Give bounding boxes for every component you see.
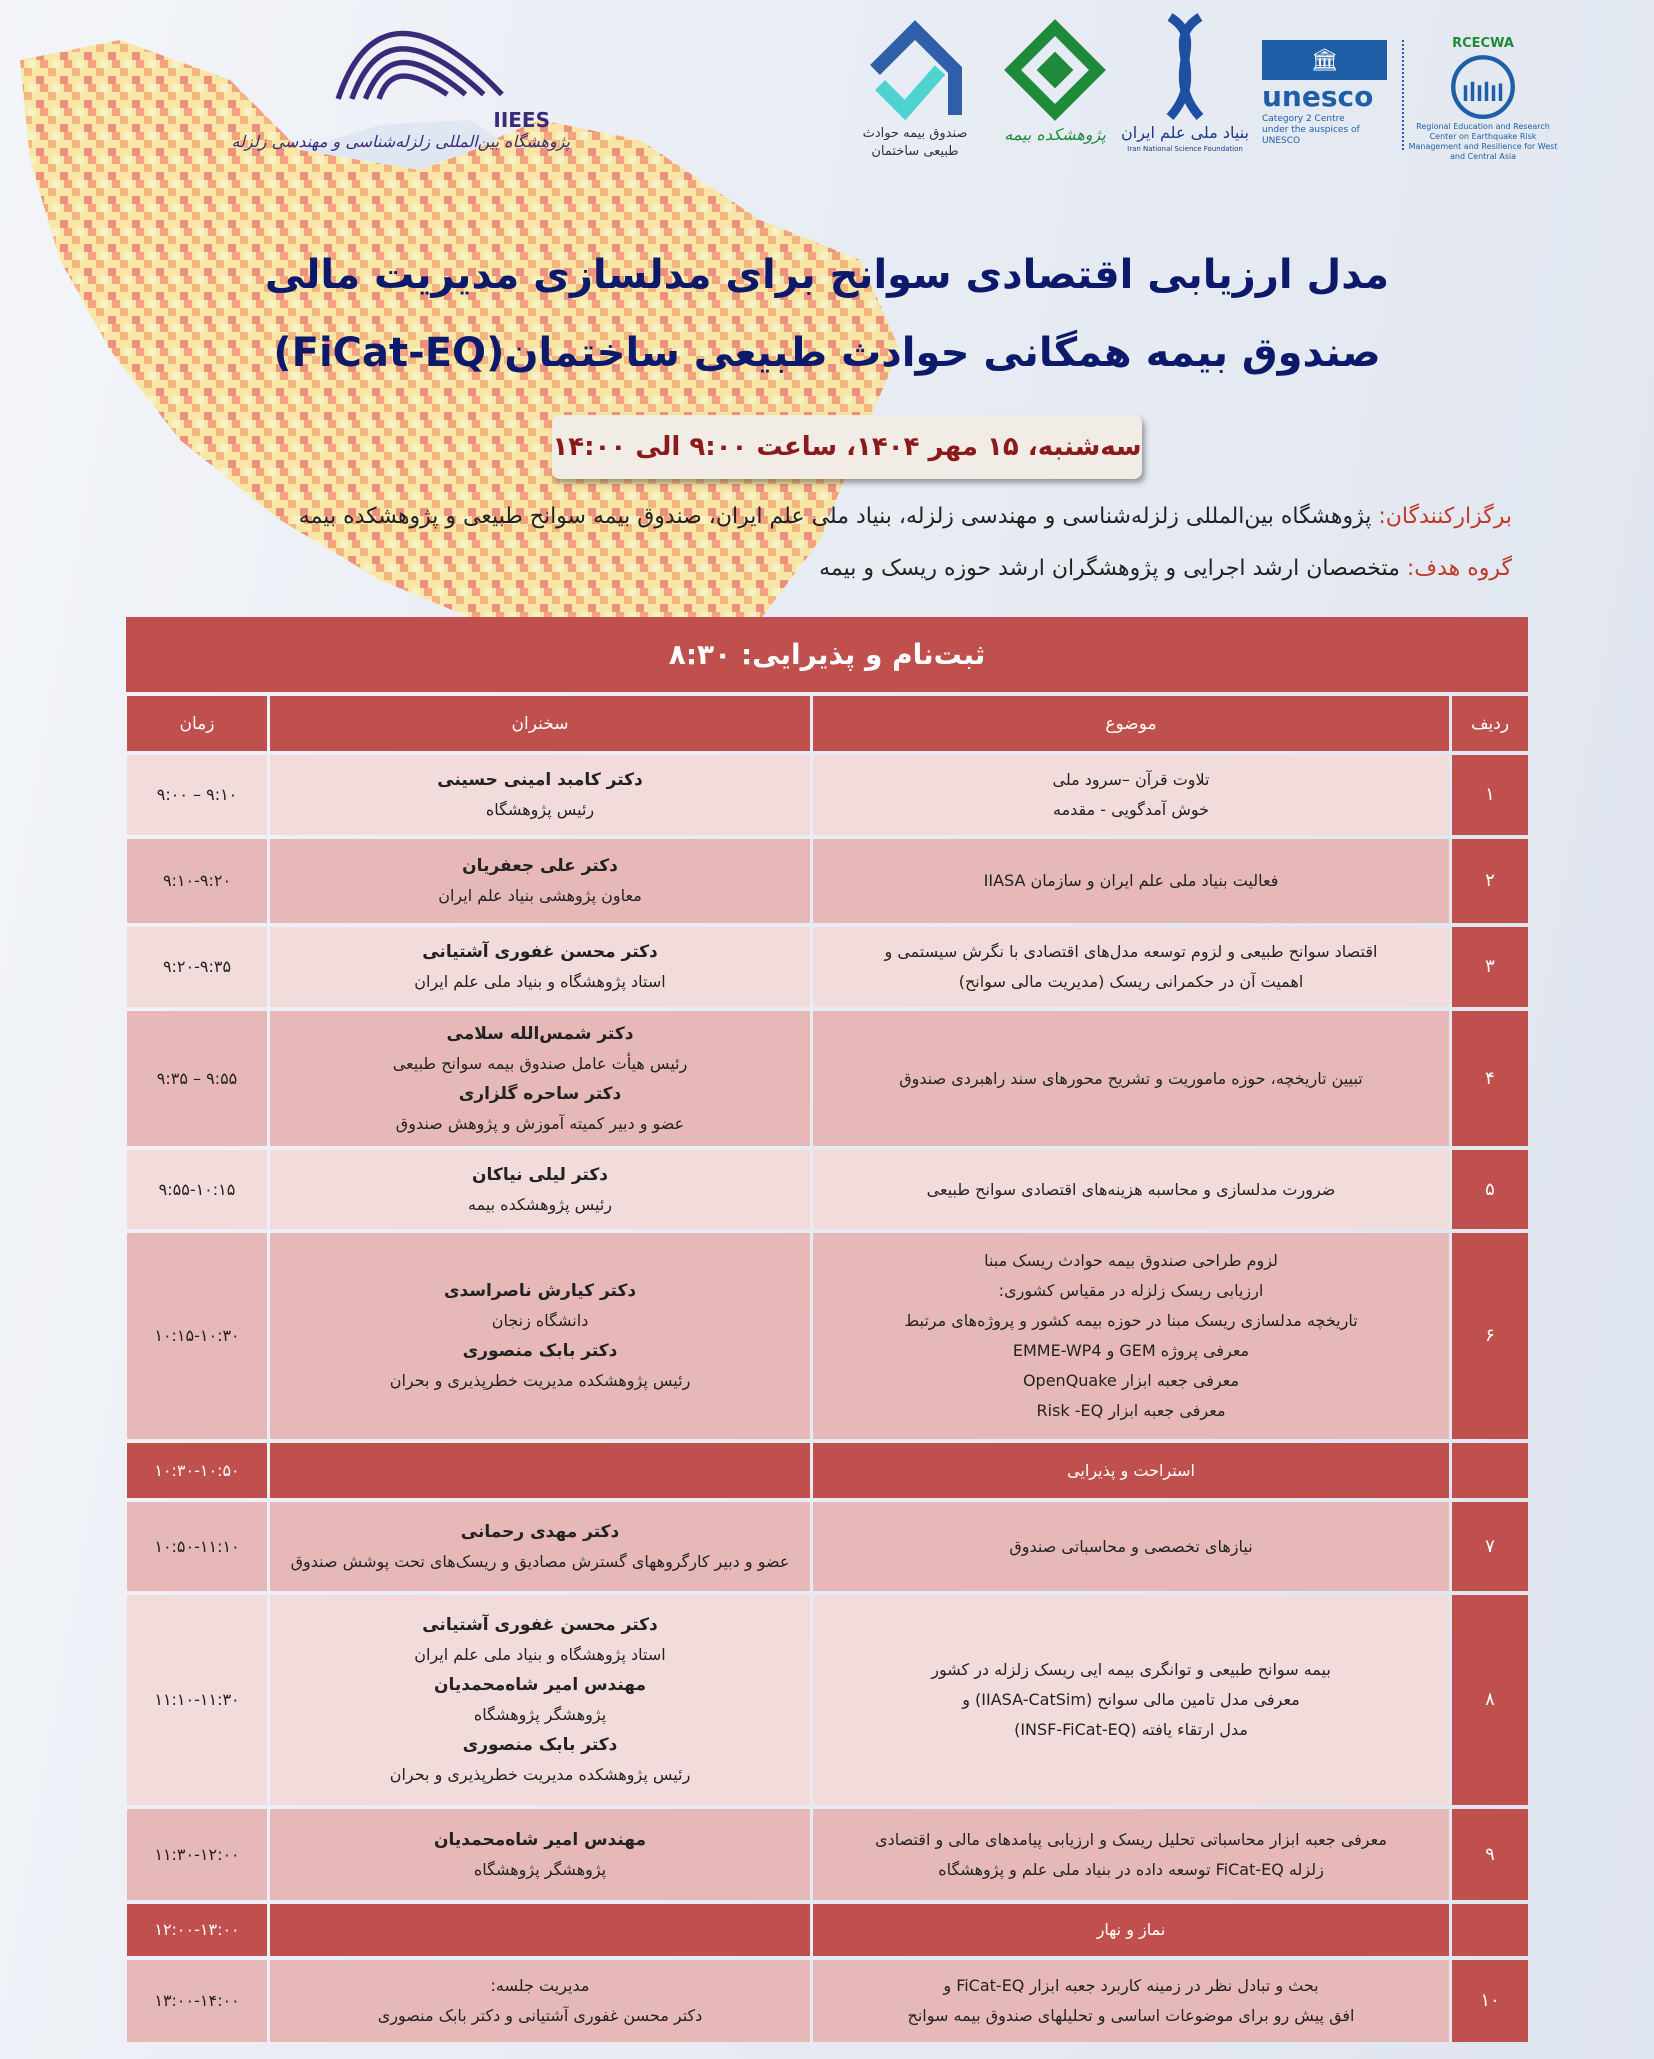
page-title-line2: صندوق بیمه همگانی حوادث طبیعی ساختمان(FiCat-EQ) [273, 330, 1381, 376]
speaker-name: دکتر محسن غفوری آشتیانی [422, 942, 658, 962]
time-range: ۹:۱۰-۹:۲۰ [162, 871, 232, 890]
topic-line: زلزله FiCat-EQ توسعه داده در بنیاد ملی علم و پژوهشگاه [938, 1859, 1324, 1879]
house-check-icon [865, 15, 965, 125]
row-number: ۵ [1452, 1150, 1528, 1229]
speaker-affiliation: استاد پژوهشگاه و بنیاد ملی علم ایران [414, 972, 666, 991]
topic-line: مدل ارتقاء یافته (INSF-FiCat-EQ) [1014, 1720, 1248, 1739]
time-cell [127, 839, 267, 923]
speaker-name: دکتر شمس‌الله سلامی [446, 1023, 634, 1044]
speaker-name: دکتر بابک منصوری [462, 1341, 618, 1361]
break-row [126, 1904, 1528, 1956]
target-group-line [819, 556, 1512, 581]
speaker-affiliation: دکتر محسن غفوری آشتیانی و دکتر بابک منصوری [377, 2006, 703, 2025]
speaker-affiliation: دانشگاه زنجان [491, 1311, 589, 1330]
header-num: ردیف [1452, 696, 1528, 751]
time-cell [127, 1960, 267, 2042]
row-number [1452, 1443, 1528, 1498]
topic-line: ضرورت مدلسازی و محاسبه هزینه‌های اقتصادی سوانح طبیعی [926, 1179, 1336, 1199]
speaker-affiliation: رئیس پژوهشکده بیمه [467, 1194, 613, 1214]
table-row [126, 1233, 1528, 1439]
organizers-line [299, 504, 1512, 529]
speakers-cell [270, 1960, 810, 2042]
row-number: ۳ [1452, 927, 1528, 1007]
insurance-institute-logo [995, 15, 1115, 144]
break-label: استراحت و پذیرایی [1067, 1460, 1195, 1480]
break-label: نماز و نهار [1096, 1920, 1166, 1939]
diamond-icon [1000, 15, 1110, 125]
speakers-cell [270, 1809, 810, 1900]
time-range: ۹:۵۵-۱۰:۱۵ [158, 1179, 236, 1199]
time-range: ۹:۲۰-۹:۳۵ [162, 957, 232, 976]
speaker-affiliation: پژوهشگر پژوهشگاه [473, 1859, 607, 1879]
schedule-table [126, 617, 1528, 2046]
row-number: ۸ [1452, 1595, 1528, 1805]
row-number: ۱ [1452, 755, 1528, 835]
speaker-name: دکتر مهدی رحمانی [460, 1521, 620, 1542]
row-number: ۶ [1452, 1233, 1528, 1439]
speakers-cell [270, 1150, 810, 1229]
page-title-line1: مدل ارزیابی اقتصادی سوانح برای مدلسازی مدیریت مالی [264, 252, 1390, 298]
time-range: ۱۱:۱۰-۱۱:۳۰ [154, 1690, 240, 1709]
speakers-cell [270, 755, 810, 835]
rcecwa-caption: Regional Education and Research Center on Earthquake Risk Management and Resilience for West and Central Asia [1408, 122, 1558, 161]
speaker-affiliation: رئیس پژوهشگاه [485, 800, 595, 819]
speaker-affiliation: رئیس پژوهشکده مدیریت خطرپذیری و بحران [389, 1371, 691, 1390]
time-cell [127, 1809, 267, 1900]
topic-line: ارزیابی ریسک زلزله در مقیاس کشوری: [998, 1281, 1264, 1300]
topic-cell [813, 1233, 1449, 1439]
topic-cell [813, 1502, 1449, 1591]
speaker-affiliation: رئیس پژوهشکده مدیریت خطرپذیری و بحران [389, 1765, 691, 1784]
time-cell [127, 927, 267, 1007]
table-row [126, 1011, 1528, 1146]
topic-cell [813, 927, 1449, 1007]
iiees-logo [231, 8, 570, 178]
time-range: ۱۱:۳۰-۱۲:۰۰ [154, 1844, 240, 1864]
dna-icon [1150, 12, 1220, 122]
topic-line: تبیین تاریخچه، حوزه ماموریت و تشریح محورهای سند راهبردی صندوق [899, 1068, 1363, 1088]
speaker-affiliation: پژوهشگر پژوهشگاه [473, 1705, 607, 1724]
speaker-name: دکتر لیلی نیاکان [472, 1164, 608, 1185]
topic-line: اهمیت آن در حکمرانی ریسک (مدیریت مالی سوانح) [958, 972, 1304, 991]
break-row [126, 1443, 1528, 1498]
topic-line: لزوم طراحی صندوق بیمه حوادث ریسک مبنا [984, 1251, 1278, 1270]
topic-line: نیازهای تخصصی و محاسباتی صندوق [1009, 1536, 1253, 1556]
time-cell [127, 1443, 267, 1498]
speaker-name: مهندس امیر شاه‌محمدیان [433, 1829, 647, 1850]
target-group-text: متخصصان ارشد اجرایی و پژوهشگران ارشد حوزه ریسک و بیمه [819, 556, 1407, 581]
topic-cell [813, 1960, 1449, 2042]
speakers-cell [270, 1595, 810, 1805]
time-cell [127, 1502, 267, 1591]
logo-divider [1402, 40, 1404, 150]
table-row [126, 1595, 1528, 1805]
speakers-cell [270, 927, 810, 1007]
topic-cell [813, 1809, 1449, 1900]
topic-line: اقتصاد سوانح طبیعی و لزوم توسعه مدل‌های اقتصادی با نگرش سیستمی و [884, 942, 1378, 961]
speaker-affiliation: مدیریت جلسه: [490, 1976, 590, 1995]
speaker-name: دکتر کیارش ناصراسدی [443, 1281, 637, 1301]
speaker-affiliation: عضو و دبیر کارگروههای گسترش مصادیق و ریسک‌های تحت پوشش صندوق [290, 1551, 790, 1571]
speakers-cell [270, 1011, 810, 1146]
topic-line: بحث و تبادل نظر در زمینه کاربرد جعبه ابزار FiCat-EQ و [943, 1976, 1319, 1995]
speakers-cell [270, 1443, 810, 1498]
event-date: سه‌شنبه، ۱۵ مهر ۱۴۰۴، ساعت ۹:۰۰ الی ۱۴:۰۰ [552, 432, 1142, 462]
table-row [126, 927, 1528, 1007]
time-range: ۱۰:۵۰-۱۱:۱۰ [154, 1536, 240, 1556]
rcecwa-logo [1408, 36, 1558, 162]
organizers-label: برگزارکنندگان: [1378, 504, 1512, 529]
topic-line: تاریخچه مدلسازی ریسک مبنا در حوزه بیمه کشور و پروژه‌های مرتبط [904, 1311, 1358, 1330]
time-range: ۱۰:۳۰-۱۰:۵۰ [154, 1460, 240, 1480]
unesco-temple-icon: 🏛 [1262, 40, 1387, 80]
topic-cell [813, 1443, 1449, 1498]
topic-line: معرفی پروژه GEM و EMME-WP4 [1012, 1341, 1250, 1360]
topic-cell [813, 1150, 1449, 1229]
registration-band: ثبت‌نام و پذیرایی: ۸:۳۰ [126, 617, 1528, 692]
time-range: ۱۲:۰۰-۱۳:۰۰ [154, 1920, 240, 1939]
time-range: ۹:۳۵ – ۹:۵۵ [156, 1068, 238, 1088]
speakers-cell [270, 839, 810, 923]
table-row [126, 1150, 1528, 1229]
speaker-affiliation: معاون پژوهشی بنیاد علم ایران [438, 886, 642, 905]
row-number: ۲ [1452, 839, 1528, 923]
speakers-cell [270, 1233, 810, 1439]
fund-logo [860, 15, 970, 161]
table-row [126, 1809, 1528, 1900]
time-cell [127, 1904, 267, 1956]
unesco-logo [1262, 40, 1392, 147]
time-cell [127, 1150, 267, 1229]
topic-line: معرفی جعبه ابزار Risk -EQ [1036, 1401, 1226, 1420]
row-number [1452, 1904, 1528, 1956]
topic-line: معرفی جعبه ابزار OpenQuake [1022, 1371, 1240, 1390]
organizers-text: پژوهشگاه بین‌المللی زلزله‌شناسی و مهندسی زلزله، بنیاد ملی علم ایران، صندوق بیمه سوانح طبیعی و پژوهشکده بیمه [298, 504, 1379, 529]
table-row [126, 1960, 1528, 2042]
speaker-affiliation: رئیس هیأت عامل صندوق بیمه سوانح طبیعی [392, 1053, 688, 1073]
topic-line: تلاوت قرآن –سرود ملی [1052, 770, 1210, 789]
time-range: ۱۰:۱۵-۱۰:۳۰ [154, 1326, 240, 1345]
iiees-waves-icon [320, 8, 520, 108]
rcecwa-name: RCECWA [1452, 36, 1514, 51]
topic-cell [813, 839, 1449, 923]
topic-line: بیمه سوانح طبیعی و توانگری بیمه ایی ریسک زلزله در کشور [931, 1660, 1331, 1679]
row-number: ۷ [1452, 1502, 1528, 1591]
insurance-institute-name: پژوهشکده بیمه [1004, 125, 1106, 144]
speaker-name: مهندس امیر شاه‌محمدیان [433, 1675, 647, 1695]
table-row [126, 755, 1528, 835]
speakers-cell [270, 1904, 810, 1956]
target-group-label: گروه هدف: [1406, 556, 1512, 581]
table-row [126, 1502, 1528, 1591]
topic-line: خوش آمدگویی - مقدمه [1053, 800, 1210, 819]
row-number: ۱۰ [1452, 1960, 1528, 2042]
fund-name: صندوق بیمه حوادث طبیعی ساختمان [862, 126, 968, 159]
insf-logo [1120, 12, 1250, 154]
speaker-name: دکتر علی جعفریان [462, 856, 618, 876]
unesco-name: unesco [1262, 80, 1374, 113]
speaker-name: دکتر ساحره گلزاری [458, 1083, 622, 1104]
header-time: زمان [127, 696, 267, 751]
time-cell [127, 1011, 267, 1146]
topic-cell [813, 755, 1449, 835]
speaker-affiliation: استاد پژوهشگاه و بنیاد ملی علم ایران [414, 1645, 666, 1664]
insf-name-en: Iran National Science Foundation [1127, 145, 1243, 153]
row-number: ۹ [1452, 1809, 1528, 1900]
table-row [126, 839, 1528, 923]
iiees-name: پژوهشگاه بین‌المللی زلزله‌شناسی و مهندسی زلزله [231, 132, 570, 151]
table-header-row [126, 696, 1528, 751]
time-range: ۹:۰۰ – ۹:۱۰ [156, 785, 238, 804]
speaker-name: دکتر کامبد امینی حسینی [437, 770, 643, 790]
event-date-box [552, 415, 1142, 479]
topic-cell [813, 1904, 1449, 1956]
iiees-abbr: IIEES [493, 108, 550, 132]
topic-line: معرفی جعبه ابزار محاسباتی تحلیل ریسک و ارزیابی پیامدهای مالی و اقتصادی [875, 1829, 1387, 1849]
topic-cell [813, 1595, 1449, 1805]
topic-cell [813, 1011, 1449, 1146]
time-cell [127, 1595, 267, 1805]
rcecwa-globe-icon [1448, 52, 1518, 122]
speakers-cell [270, 1502, 810, 1591]
time-range: ۱۳:۰۰-۱۴:۰۰ [154, 1991, 240, 2010]
speaker-affiliation: عضو و دبیر کمیته آموزش و پژوهش صندوق [395, 1113, 685, 1133]
header-speakers: سخنران [270, 696, 810, 751]
time-cell [127, 755, 267, 835]
unesco-caption: Category 2 Centre under the auspices of UNESCO [1262, 114, 1360, 146]
topic-line: افق پیش رو برای موضوعات اساسی و تحلیلهای صندوق بیمه سوانح [907, 2006, 1355, 2025]
row-number: ۴ [1452, 1011, 1528, 1146]
topic-line: معرفی مدل تامین مالی سوانح (IIASA-CatSim) و [962, 1690, 1300, 1709]
topic-line: فعالیت بنیاد ملی علم ایران و سازمان IIASA [983, 871, 1279, 890]
insf-name: بنیاد ملی علم ایران [1121, 123, 1249, 142]
header-topic: موضوع [813, 696, 1449, 751]
time-cell [127, 1233, 267, 1439]
speaker-name: دکتر محسن غفوری آشتیانی [422, 1615, 658, 1635]
speaker-name: دکتر بابک منصوری [462, 1735, 618, 1755]
